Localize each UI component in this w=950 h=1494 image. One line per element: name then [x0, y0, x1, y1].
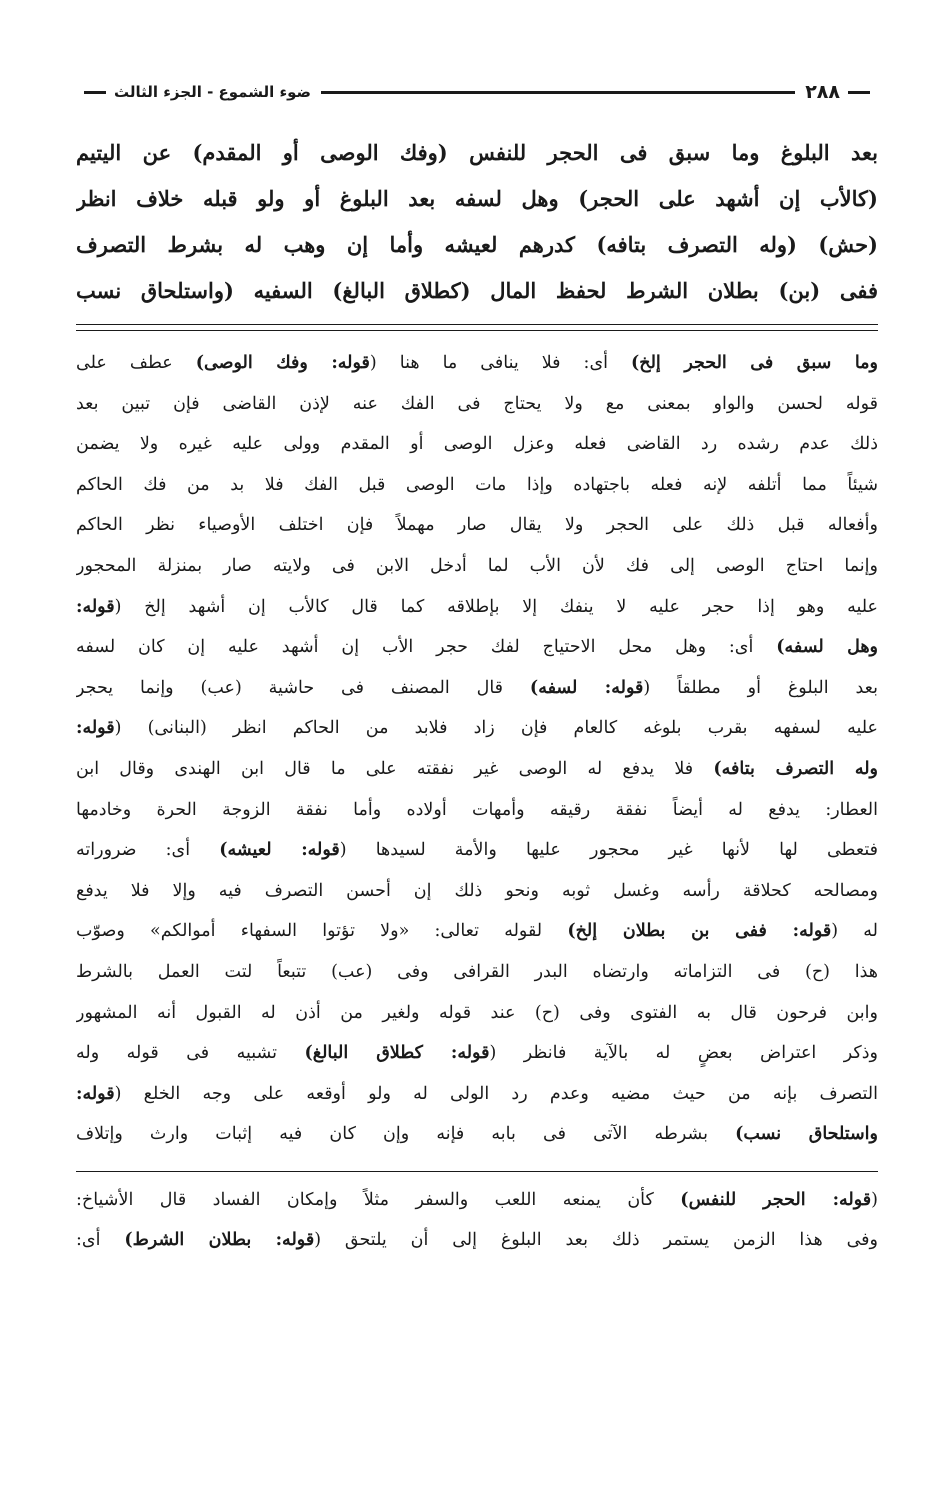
line-text: عليه لسفهه بقرب بلوغه كالعام فإن زاد فلابد من الحاكم انظر (البنانى) (: [114, 718, 878, 739]
line-text: بشرطه الآتى فى بابه فإنه وإن كان فيه إثبات وارث وإتلاف: [76, 1124, 736, 1145]
lemma: قوله: كطلاق البالغ): [304, 1043, 490, 1064]
commentary-text: [76, 343, 878, 1155]
line-text: هذا (ح) فى التزاماته وارتضاه البدر القرافى وفى (عب) تتبعاً لتت العمل بالشرط: [76, 961, 878, 982]
lemma: وما سبق فى الحجر إلخ): [631, 353, 878, 373]
commentary-line: [76, 830, 878, 871]
lemma: واستلحاق نسب): [735, 1124, 878, 1145]
lemma: قوله:: [76, 1083, 115, 1104]
commentary-line: [76, 465, 878, 506]
running-title: ضوء الشموع - الجزء الثالث: [114, 83, 312, 101]
commentary-line: [76, 587, 878, 628]
footnote-rule: [76, 1171, 878, 1172]
lemma: وهل لسفه): [776, 637, 878, 658]
matn-line: (كالأب إن أشهد على الحجر) وهل لسفه بعد البلوغ أو ولو قبله خلاف انظر: [76, 186, 878, 211]
page-number: ٢٨٨: [805, 81, 840, 103]
line-text: كأن يمنعه اللعب والسفر مثلاً وإمكان الفساد قال الأشياخ:: [76, 1189, 681, 1210]
line-text: لقوله تعالى: «ولا تؤتوا السفهاء أموالكم» وصوّب: [76, 921, 568, 942]
line-text: وذكر اعتراض بعضٍ له بالآية فانظر (: [489, 1043, 878, 1064]
line-text: قال المصنف فى حاشية (عب) وإنما يحجر: [76, 677, 530, 698]
header-dash-left: [84, 91, 106, 94]
commentary-line: [76, 384, 878, 425]
line-text: شيئاً مما أتلفه لإنه فعله باجتهاده وإذا مات الوصى قبل الفك فلا بد من فك الحاكم: [76, 474, 878, 495]
commentary-line: [76, 1074, 878, 1115]
matn-line: ففى (بن) بطلان الشرط لحفظ المال (كطلاق البالغ) السفيه (واستلحاق نسب: [76, 278, 878, 303]
line-text: ذلك عدم رشده رد القاضى فعله وعزل الوصى أو المقدم وولى عليه غيره ولا يضمن: [76, 434, 878, 455]
lemma: قوله: وفك الوصى): [195, 353, 370, 373]
line-text: أى: فلا ينافى ما هنا (: [369, 353, 632, 373]
footnotes: [76, 1180, 878, 1260]
lemma: قوله: بطلان الشرط): [124, 1229, 315, 1250]
line-text: عطف على: [76, 353, 196, 373]
commentary-line: [76, 708, 878, 749]
line-text: العطار: يدفع له أيضاً نفقة رقيقه وأمهات أولاده وأما نفقة الزوجة الحرة وخادمها: [76, 799, 878, 820]
line-text: ومصالحه كحلاقة رأسه وغسل ثوبه ونحو ذلك إن أحسن التصرف فيه وإلا فلا يدفع: [76, 880, 878, 901]
lemma: قوله: ففى بن بطلان إلخ): [567, 921, 832, 942]
footnote-line: [76, 1180, 878, 1220]
commentary-line: [76, 790, 878, 831]
commentary-line: [76, 546, 878, 587]
line-text: أى: وهل محل الاحتياج لفك حجر الأب إن أشهد عليه إن كان لسفه: [76, 637, 777, 658]
lemma: وله التصرف بتافه): [713, 758, 878, 779]
document-page: [76, 78, 878, 1418]
lemma: قوله: لعيشه): [219, 840, 340, 861]
commentary-line: [76, 871, 878, 912]
page-header: [76, 78, 878, 106]
line-text: وفى هذا الزمن يستمر ذلك بعد البلوغ إلى أن يلتحق (: [314, 1229, 878, 1250]
header-dash-right: [848, 91, 870, 94]
lemma: قوله:: [76, 718, 115, 739]
footnote-line: [76, 1220, 878, 1260]
line-text: عليه وهو إذا حجر عليه لا ينفك إلا بإطلاقه كما قال كالأب إن أشهد إلخ (: [114, 596, 878, 617]
lemma: قوله: الحجر للنفس): [680, 1189, 872, 1210]
commentary-line: [76, 627, 878, 668]
line-text: أى: ضروراته: [76, 840, 220, 861]
commentary-line: [76, 668, 878, 709]
line-text: أى:: [76, 1229, 125, 1250]
matn-separator-rule: [76, 324, 878, 331]
header-rule: [321, 91, 795, 94]
commentary-line: [76, 424, 878, 465]
matn-text: [76, 130, 878, 314]
line-text: فلا يدفع له الوصى غير نفقته على ما قال ابن الهندى وقال ابن: [76, 758, 714, 779]
line-text: تشبيه فى قوله وله: [76, 1043, 305, 1064]
line-text: له (: [831, 921, 878, 942]
line-text: فتعطى لها لأنها غير محجور عليها والأمة لسيدها (: [339, 840, 878, 861]
commentary-line: [76, 505, 878, 546]
commentary-line: [76, 911, 878, 952]
lemma: قوله:: [76, 596, 115, 617]
matn-line: بعد البلوغ وما سبق فى الحجر للنفس (وفك الوصى أو المقدم) عن اليتيم: [76, 140, 878, 165]
commentary-line: [76, 1114, 878, 1155]
commentary-line: [76, 343, 878, 384]
line-text: التصرف بإنه من حيث مضيه وعدم رد الولى له ولو أوقعه على وجه الخلع (: [114, 1083, 878, 1104]
commentary-line: [76, 749, 878, 790]
commentary-line: [76, 993, 878, 1034]
line-text: وإنما احتاج الوصى إلى فك لأن الأب لما أدخل الابن فى ولايته صار بمنزلة المحجور: [76, 555, 878, 576]
line-text: وأفعاله قبل ذلك على الحجر ولا يقال صار مهملاً فإن اختلف الأوصياء نظر الحاكم: [76, 515, 878, 536]
lemma: قوله: لسفه): [529, 677, 644, 698]
matn-line: (حش) (وله التصرف بتافه) كدرهم لعيشه وأما إن وهب له بشرط التصرف: [76, 232, 878, 257]
line-text: بعد البلوغ أو مطلقاً (: [643, 677, 878, 698]
commentary-line: [76, 952, 878, 993]
line-text: وابن فرحون قال به الفتوى وفى (ح) عند قوله ولغير من أذن له القبول أنه المشهور: [76, 1002, 878, 1023]
line-text: (: [871, 1189, 878, 1210]
line-text: قوله لحسن والواو بمعنى مع ولا يحتاج فى الفك عنه لإذن القاضى فإن تبين بعد: [76, 393, 878, 414]
commentary-line: [76, 1033, 878, 1074]
